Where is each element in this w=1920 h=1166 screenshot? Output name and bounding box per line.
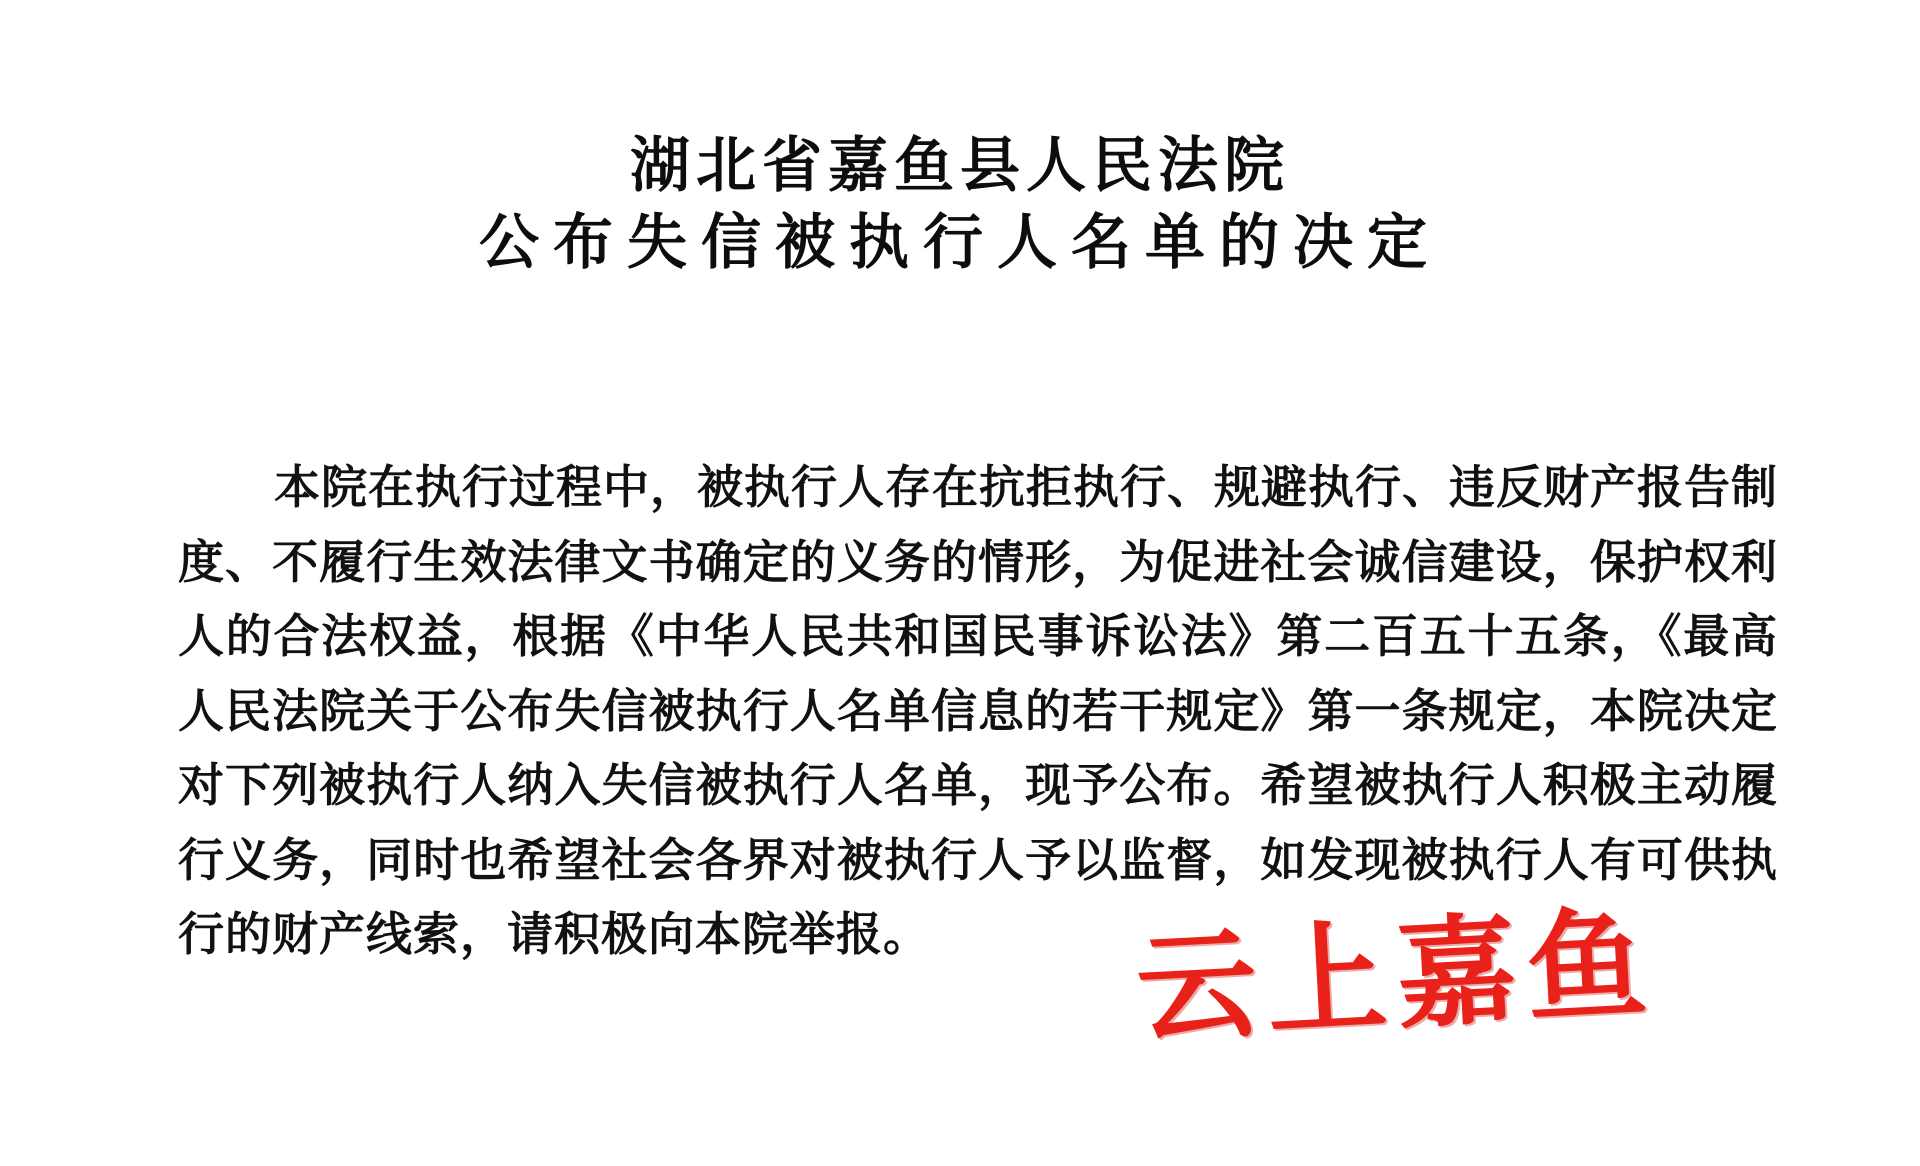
body-paragraph: 本院在执行过程中，被执行人存在抗拒执行、规避执行、违反财产报告制度、不履行生效法律文书确定的义务的情形，为促进社会诚信建设，保护权利人的合法权益，根据《中华人民共和国民事诉讼法》第二百五十五条，《最高人民法院关于公布失信被执行人名单信息的若干规定》第一条规定，本院决定对下列被执行人纳入失信被执行人名单，现予公布。希望被执行人积极主动履行义务，同时也希望社会各界对被执行人予以监督，如发现被执行人有可供执行的财产线索，请积极向本院举报。 <box>178 460 1778 962</box>
document-title <box>0 128 1920 282</box>
document-body <box>178 404 1778 1018</box>
title-line-court: 湖北省嘉鱼县人民法院 <box>630 131 1290 201</box>
title-line-subject: 公布失信被执行人名单的决定 <box>479 207 1441 278</box>
watermark-text: 云上嘉鱼 <box>1133 891 1660 1060</box>
